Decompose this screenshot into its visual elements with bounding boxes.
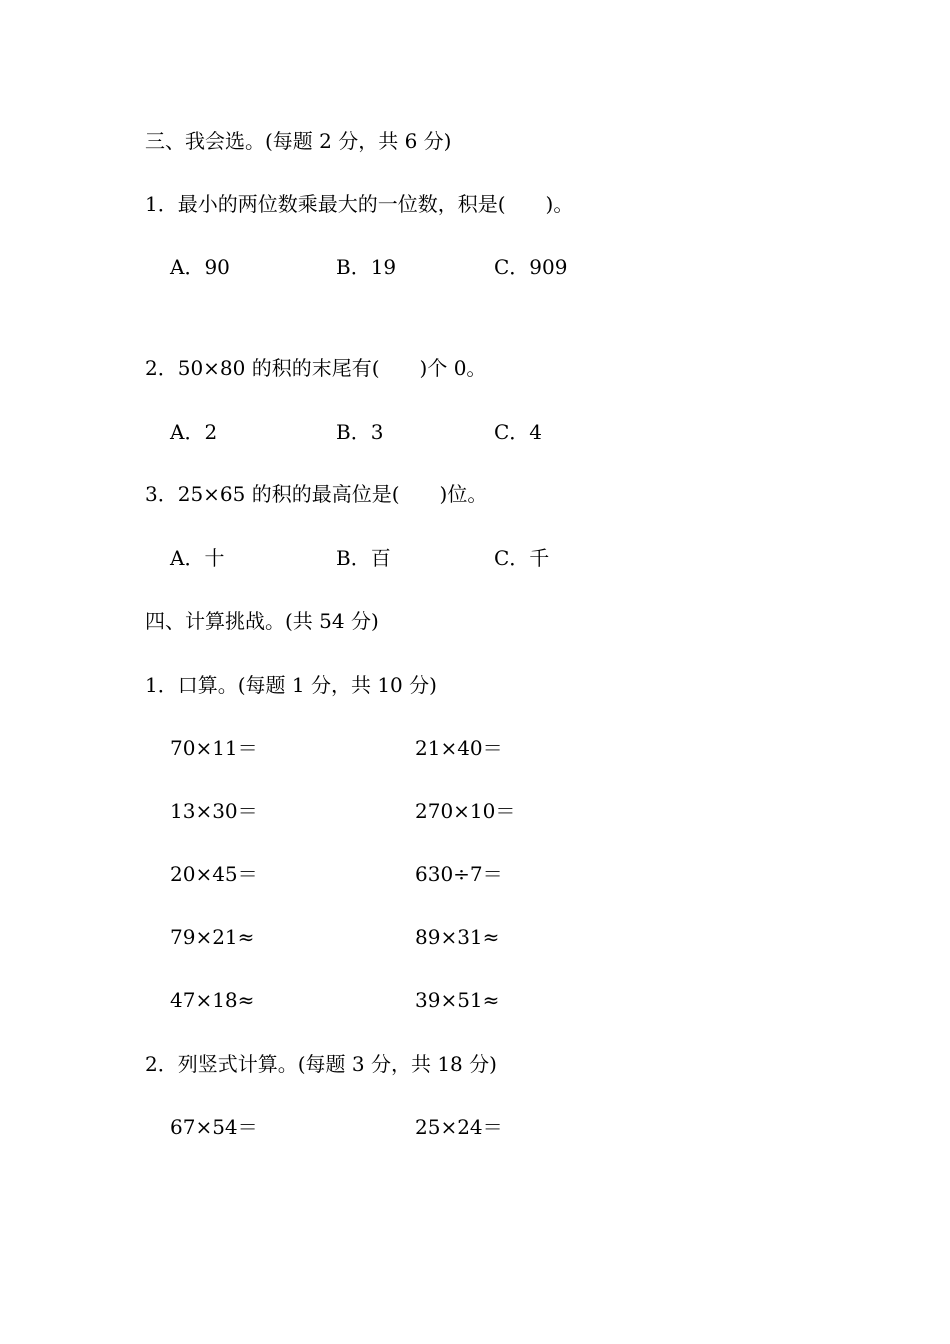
question-3-option-b: B．百 bbox=[336, 546, 391, 570]
mental-calc-8: 89×31≈ bbox=[415, 925, 500, 949]
question-3-option-a: A．十 bbox=[170, 546, 225, 570]
section-4-title: 四、计算挑战。(共 54 分) bbox=[145, 609, 379, 633]
vertical-calc-1: 67×54＝ bbox=[170, 1115, 258, 1139]
question-1-option-c: C．909 bbox=[494, 255, 568, 279]
question-1-option-a: A．90 bbox=[170, 255, 230, 279]
mental-calc-5: 20×45＝ bbox=[170, 862, 258, 886]
mental-calc-3: 13×30＝ bbox=[170, 799, 258, 823]
mental-calc-1: 70×11＝ bbox=[170, 736, 258, 760]
section-3-title: 三、我会选。(每题 2 分，共 6 分) bbox=[145, 129, 452, 153]
mental-calc-2: 21×40＝ bbox=[415, 736, 503, 760]
question-2-option-a: A．2 bbox=[170, 420, 218, 444]
question-2-option-b: B．3 bbox=[336, 420, 384, 444]
part-1-title: 1．口算。(每题 1 分，共 10 分) bbox=[145, 673, 437, 697]
question-2-stem: 2．50×80 的积的末尾有( )个 0。 bbox=[145, 356, 487, 380]
question-2-option-c: C．4 bbox=[494, 420, 543, 444]
mental-calc-6: 630÷7＝ bbox=[415, 862, 503, 886]
vertical-calc-2: 25×24＝ bbox=[415, 1115, 503, 1139]
mental-calc-7: 79×21≈ bbox=[170, 925, 255, 949]
question-1-option-b: B．19 bbox=[336, 255, 397, 279]
part-2-title: 2．列竖式计算。(每题 3 分，共 18 分) bbox=[145, 1052, 497, 1076]
mental-calc-9: 47×18≈ bbox=[170, 988, 255, 1012]
question-3-option-c: C．千 bbox=[494, 546, 550, 570]
question-1-stem: 1．最小的两位数乘最大的一位数，积是( )。 bbox=[145, 192, 574, 216]
mental-calc-10: 39×51≈ bbox=[415, 988, 500, 1012]
question-3-stem: 3．25×65 的积的最高位是( )位。 bbox=[145, 482, 488, 506]
mental-calc-4: 270×10＝ bbox=[415, 799, 516, 823]
